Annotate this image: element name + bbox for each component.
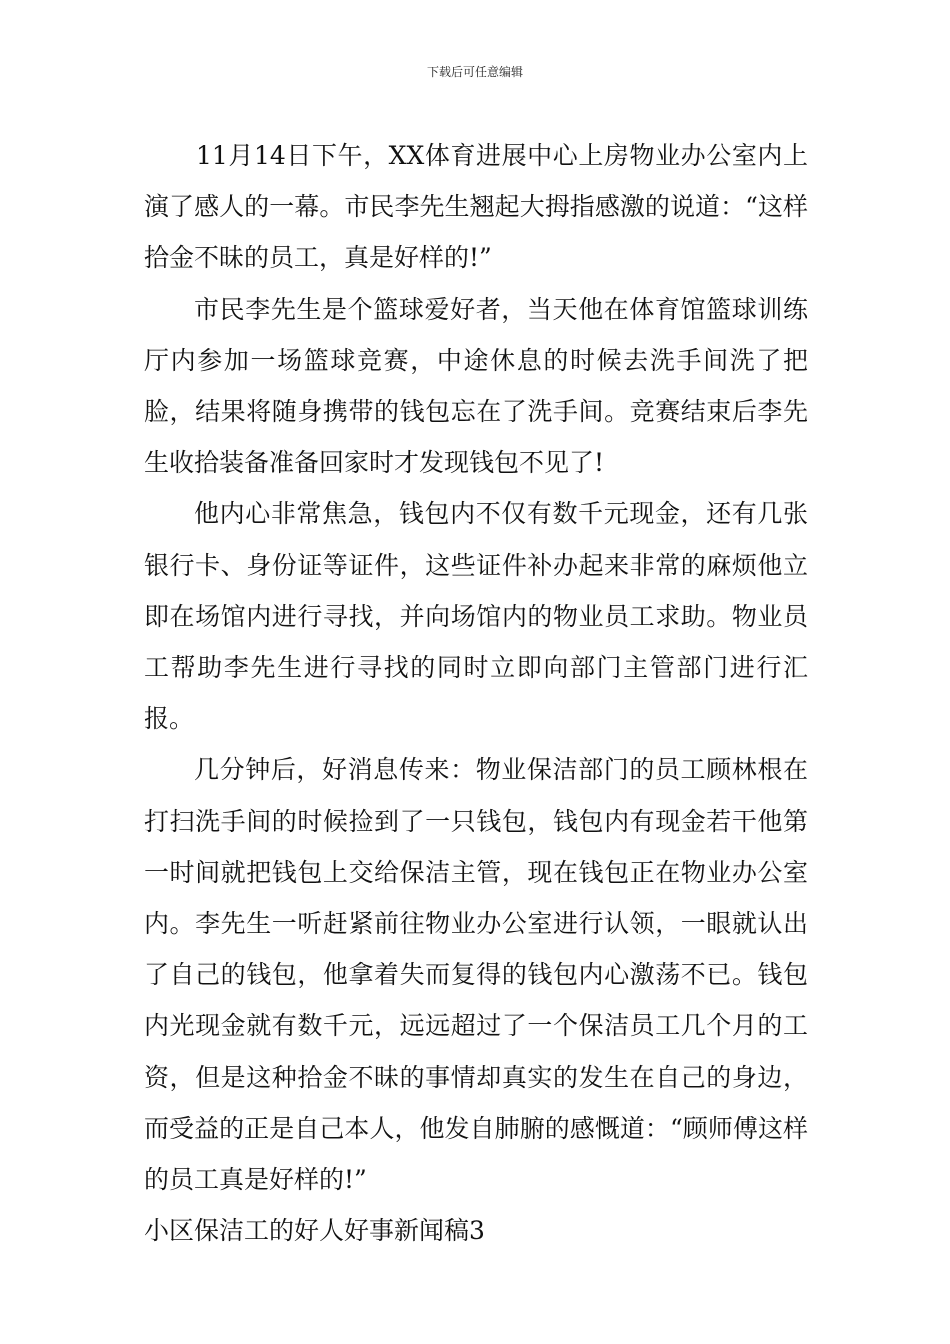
paragraph-4: 几分钟后，好消息传来：物业保洁部门的员工顾林根在打扫洗手间的时候捡到了一只钱包，钱包内有现金若干他第一时间就把钱包上交给保洁主管，现在钱包正在物业办公室内。李先生一听赶紧前往物业办公室进行认领，一眼就认出了自己的钱包，他拿着失而复得的钱包内心激荡不已。钱包内光现金就有数千元，远远超过了一个保洁员工几个月的工资，但是这种拾金不昧的事情却真实的发生在自己的身边，而受益的正是自己本人，他发自肺腑的感慨道：“顾师傅这样的员工真是好样的!”: [144, 755, 808, 1195]
article-body: [144, 130, 808, 1256]
paragraph-3: 他内心非常焦急，钱包内不仅有数千元现金，还有几张银行卡、身份证等证件，这些证件补办起来非常的麻烦他立即在场馆内进行寻找，并向场馆内的物业员工求助。物业员工帮助李先生进行寻找的同时立即向部门主管部门进行汇报。: [144, 499, 808, 734]
paragraph-1: 11月14日下午，XX体育进展中心上房物业办公室内上演了感人的一幕。市民李先生翘起大拇指感激的说道：“这样拾金不昧的员工，真是好样的!”: [144, 141, 808, 273]
page-header: 下载后可任意编辑: [426, 65, 523, 79]
section-heading: 小区保洁工的好人好事新闻稿3: [144, 1216, 485, 1246]
paragraph-2: 市民李先生是个篮球爱好者，当天他在体育馆篮球训练厅内参加一场篮球竞赛，中途休息的时候去洗手间洗了把脸，结果将随身携带的钱包忘在了洗手间。竞赛结束后李先生收拾装备准备回家时才发现钱包不见了!: [144, 294, 808, 478]
